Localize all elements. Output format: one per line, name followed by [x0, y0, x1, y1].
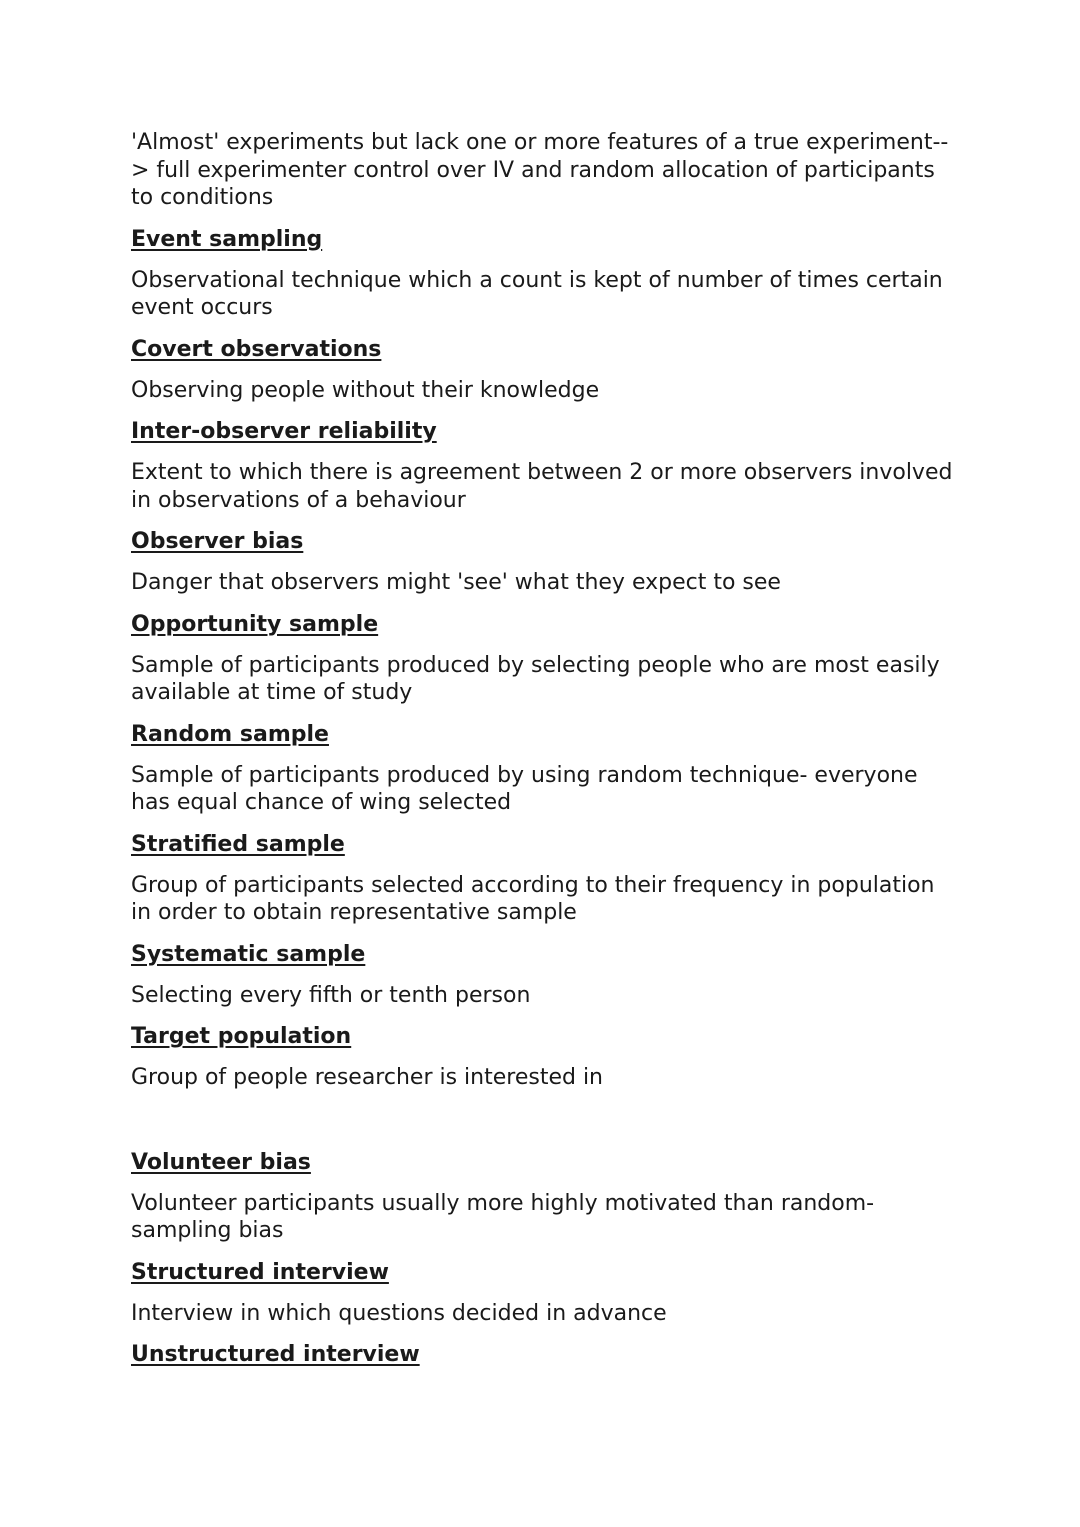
- glossary-entry-structured-interview: [131, 1259, 971, 1328]
- blank-gap: [131, 1092, 971, 1135]
- term-heading: Stratified sample: [131, 831, 345, 857]
- term-definition: Group of people researcher is interested in: [131, 1065, 604, 1090]
- term-heading: Systematic sample: [131, 941, 366, 967]
- term-heading: Observer bias: [131, 529, 304, 554]
- term-heading: Event sampling: [131, 226, 323, 252]
- intro-definition: 'Almost' experiments but lack one or more features of a true experiment-- > full experimenter control over IV and random allocation of participants to conditions: [131, 130, 949, 210]
- term-heading: Covert observations: [131, 336, 382, 362]
- term-definition: Observing people without their knowledge: [131, 377, 600, 403]
- term-definition: Observational technique which a count is kept of number of times certain event occurs: [131, 267, 943, 320]
- term-definition: Interview in which questions decided in advance: [131, 1300, 667, 1326]
- term-heading: Target population: [131, 1024, 352, 1049]
- term-definition: Selecting every fifth or tenth person: [131, 982, 531, 1008]
- glossary-entry-inter-observer-reliability: [131, 418, 971, 514]
- glossary-entry-opportunity-sample: [131, 611, 971, 707]
- glossary-entry-stratified-sample: [131, 831, 971, 927]
- glossary-entry-target-population: [131, 1023, 971, 1092]
- term-definition: Sample of participants produced by selecting people who are most easily available at time of study: [131, 652, 940, 705]
- document-page: [131, 129, 971, 1368]
- term-definition: Sample of participants produced by using random technique- everyone has equal chance of wing selected: [131, 762, 918, 815]
- term-definition: Danger that observers might 'see' what they expect to see: [131, 570, 781, 595]
- term-heading: Opportunity sample: [131, 611, 379, 637]
- glossary-entry-volunteer-bias: [131, 1149, 971, 1245]
- term-definition: Extent to which there is agreement between 2 or more observers involved in observations of a behaviour: [131, 460, 953, 513]
- term-heading: Inter-observer reliability: [131, 419, 437, 444]
- glossary-entry-random-sample: [131, 721, 971, 817]
- term-definition: Group of participants selected according to their frequency in population in order to obtain representative sample: [131, 872, 935, 925]
- glossary-entry-systematic-sample: [131, 941, 971, 1010]
- term-heading: Unstructured interview: [131, 1342, 420, 1367]
- term-heading: Structured interview: [131, 1259, 389, 1285]
- glossary-entry-unstructured-interview: [131, 1341, 971, 1368]
- term-definition: Volunteer participants usually more highly motivated than random- sampling bias: [131, 1190, 875, 1243]
- glossary-entry-event-sampling: [131, 226, 971, 322]
- glossary-entry-observer-bias: [131, 528, 971, 597]
- term-heading: Random sample: [131, 721, 329, 747]
- term-heading: Volunteer bias: [131, 1149, 311, 1175]
- glossary-entry-covert-observations: [131, 336, 971, 405]
